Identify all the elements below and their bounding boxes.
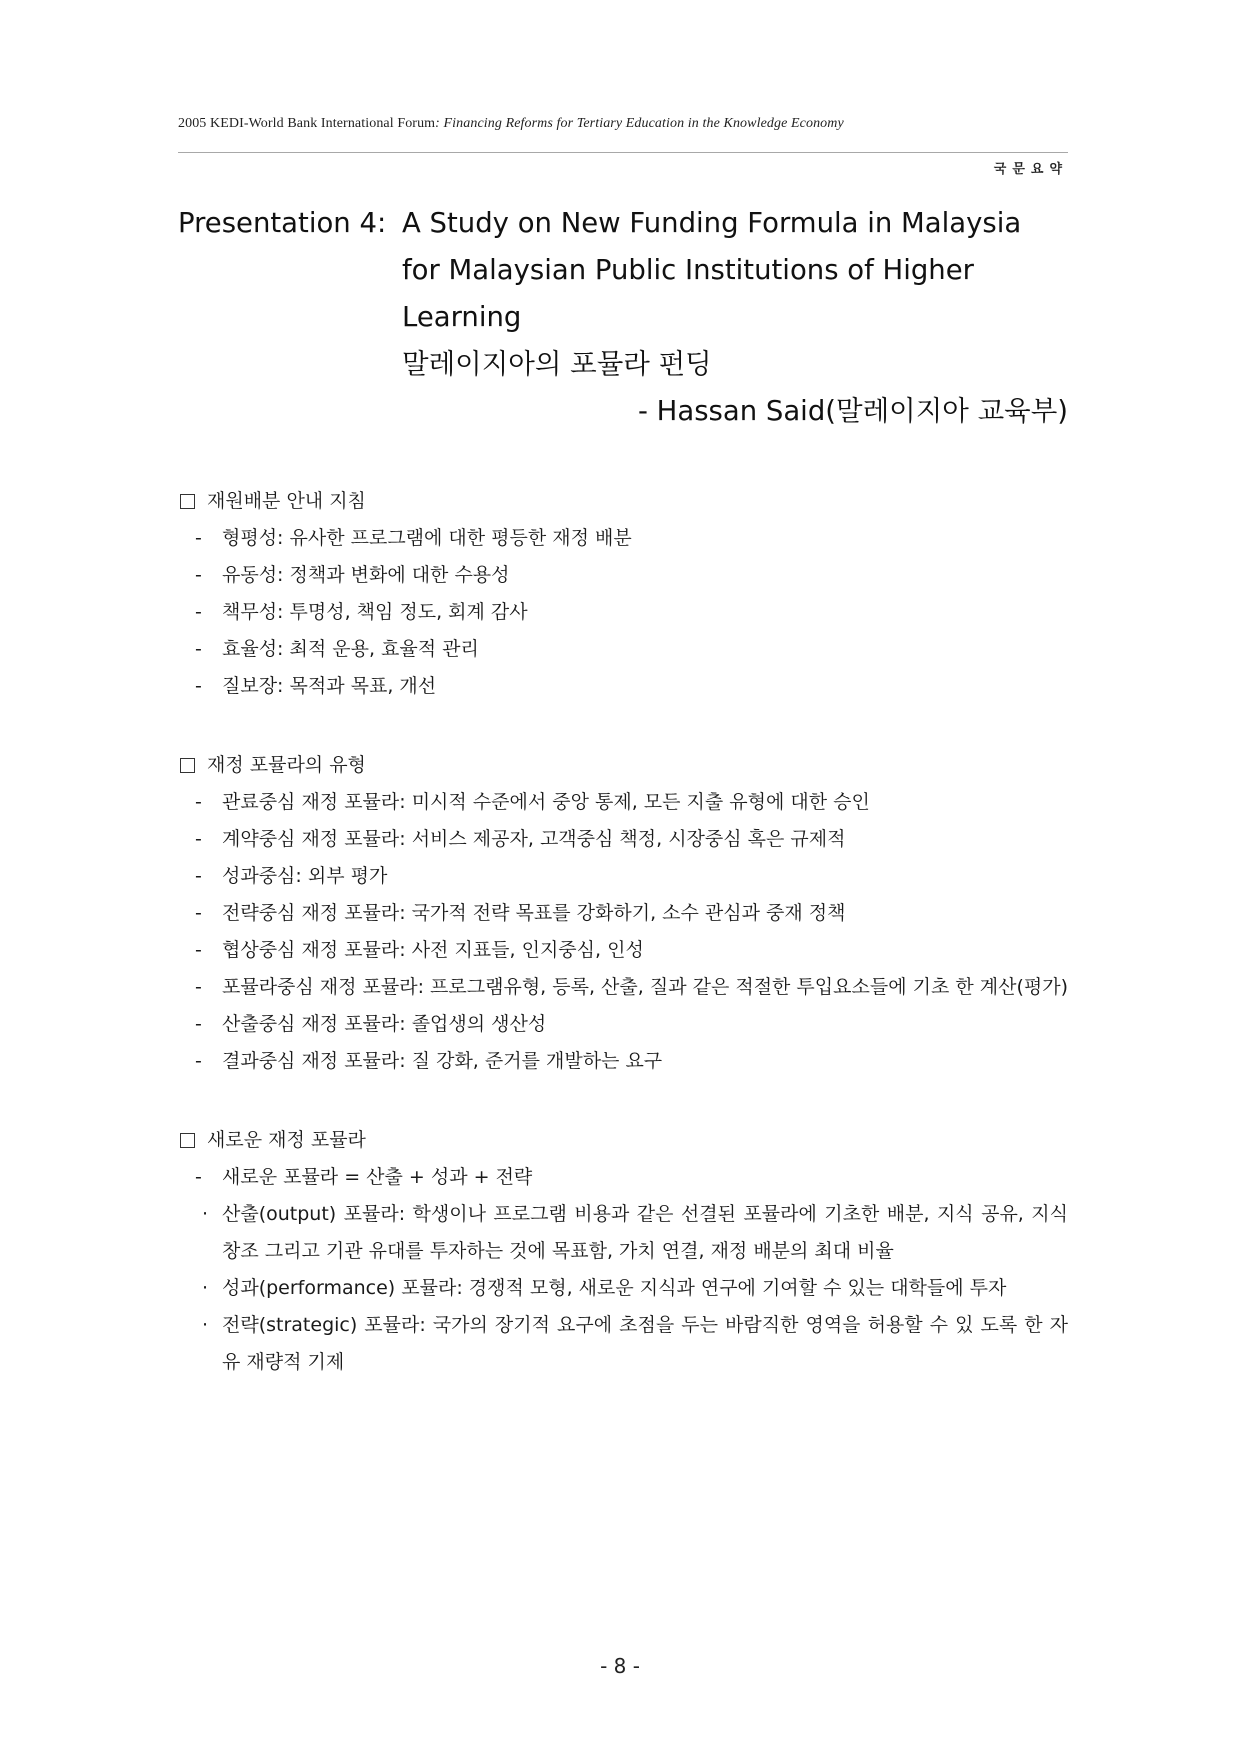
- title-author: - Hassan Said(말레이지아 교육부): [638, 395, 1068, 427]
- list-item-text: 새로운 포뮬라 = 산출 + 성과 + 전략: [222, 1166, 533, 1188]
- checkbox-square-icon: [180, 494, 195, 509]
- list-item: [178, 858, 1068, 895]
- list-item: [178, 969, 1068, 1006]
- list-item-text: 성과중심: 외부 평가: [222, 865, 388, 887]
- bullet-item-text: 전략(strategic) 포뮬라: 국가의 장기적 요구에 초점을 두는 바람직한 영역을 허용할 수 있 도록 한 자유 재량적 기제: [222, 1314, 1068, 1373]
- dash-marker: -: [195, 791, 202, 813]
- running-head-forum: 2005 KEDI-World Bank International Forum: [178, 116, 436, 131]
- list-item-text: 계약중심 재정 포뮬라: 서비스 제공자, 고객중심 책정, 시장중심 혹은 규제적: [222, 828, 846, 850]
- list-item-text: 산출중심 재정 포뮬라: 졸업생의 생산성: [222, 1013, 547, 1035]
- list-item: [178, 821, 1068, 858]
- checkbox-square-icon: [180, 758, 195, 773]
- list-item: [178, 557, 1068, 594]
- section-tag: 국문요약: [993, 162, 1068, 177]
- dash-marker: -: [195, 1166, 202, 1188]
- presentation-title: [178, 200, 1068, 435]
- dash-marker: -: [195, 1013, 202, 1035]
- list-item-text: 유동성: 정책과 변화에 대한 수용성: [222, 564, 510, 586]
- section-heading: 새로운 재정 포뮬라: [207, 1129, 366, 1151]
- list-item: [178, 668, 1068, 705]
- running-head-theme: : Financing Reforms for Tertiary Education in the Knowledge Economy: [435, 116, 844, 131]
- list-item: [178, 784, 1068, 821]
- dash-marker: -: [195, 976, 202, 998]
- dash-marker: -: [195, 828, 202, 850]
- bullet-item: [178, 1307, 1068, 1381]
- list-item: [178, 1043, 1068, 1080]
- dash-marker: -: [195, 865, 202, 887]
- list-item-text: 책무성: 투명성, 책임 정도, 회계 감사: [222, 601, 528, 623]
- bullet-item-text: 성과(performance) 포뮬라: 경쟁적 모형, 새로운 지식과 연구에 기여할 수 있는 대학들에 투자: [222, 1277, 1007, 1299]
- section-formula-types: [178, 747, 1068, 1080]
- list-item: [178, 594, 1068, 631]
- bullet-marker: ·: [202, 1314, 209, 1336]
- running-head: [178, 116, 1068, 132]
- list-item-text: 효율성: 최적 운용, 효율적 관리: [222, 638, 479, 660]
- list-item: [178, 631, 1068, 668]
- list-item-text: 형평성: 유사한 프로그램에 대한 평등한 재정 배분: [222, 527, 632, 549]
- dash-marker: -: [195, 638, 202, 660]
- header-divider: [178, 152, 1068, 153]
- dash-marker: -: [195, 902, 202, 924]
- dash-marker: -: [195, 601, 202, 623]
- section-heading: 재원배분 안내 지침: [207, 490, 366, 512]
- list-item: [178, 1006, 1068, 1043]
- list-item: [178, 1159, 1068, 1196]
- title-line-1: A Study on New Funding Formula in Malaysia: [402, 207, 1022, 239]
- list-item-text: 관료중심 재정 포뮬라: 미시적 수준에서 중앙 통제, 모든 지출 유형에 대한 승인: [222, 791, 870, 813]
- title-line-3: Learning: [402, 301, 522, 333]
- list-item-text: 결과중심 재정 포뮬라: 질 강화, 준거를 개발하는 요구: [222, 1050, 663, 1072]
- section-new-formula: [178, 1122, 1068, 1381]
- section-allocation-guidelines: [178, 483, 1068, 705]
- title-korean: 말레이지아의 포뮬라 펀딩: [402, 348, 712, 380]
- list-item-text: 질보장: 목적과 목표, 개선: [222, 675, 437, 697]
- bullet-marker: ·: [202, 1277, 209, 1299]
- bullet-item: [178, 1196, 1068, 1270]
- dash-marker: -: [195, 675, 202, 697]
- section-heading: 재정 포뮬라의 유형: [207, 754, 366, 776]
- bullet-marker: ·: [202, 1203, 209, 1225]
- list-item: [178, 520, 1068, 557]
- list-item-text: 포뮬라중심 재정 포뮬라: 프로그램유형, 등록, 산출, 질과 같은 적절한 투입요소들에 기초 한 계산(평가): [222, 976, 1068, 998]
- page-number: - 8 -: [600, 1654, 640, 1678]
- dash-marker: -: [195, 939, 202, 961]
- title-line-2: for Malaysian Public Institutions of Higher: [402, 254, 974, 286]
- bullet-item-text: 산출(output) 포뮬라: 학생이나 프로그램 비용과 같은 선결된 포뮬라에 기초한 배분, 지식 공유, 지식 창조 그리고 기관 유대를 투자하는 것에 목표함, 가치 연결, 재정 배분의 최대 비율: [222, 1203, 1068, 1262]
- list-item: [178, 932, 1068, 969]
- bullet-item: [178, 1270, 1068, 1307]
- summary-body: [178, 483, 1068, 1381]
- dash-marker: -: [195, 564, 202, 586]
- title-prefix: Presentation 4:: [178, 207, 387, 239]
- list-item-text: 협상중심 재정 포뮬라: 사전 지표들, 인지중심, 인성: [222, 939, 644, 961]
- dash-marker: -: [195, 527, 202, 549]
- dash-marker: -: [195, 1050, 202, 1072]
- list-item-text: 전략중심 재정 포뮬라: 국가적 전략 목표를 강화하기, 소수 관심과 중재 정책: [222, 902, 846, 924]
- checkbox-square-icon: [180, 1133, 195, 1148]
- list-item: [178, 895, 1068, 932]
